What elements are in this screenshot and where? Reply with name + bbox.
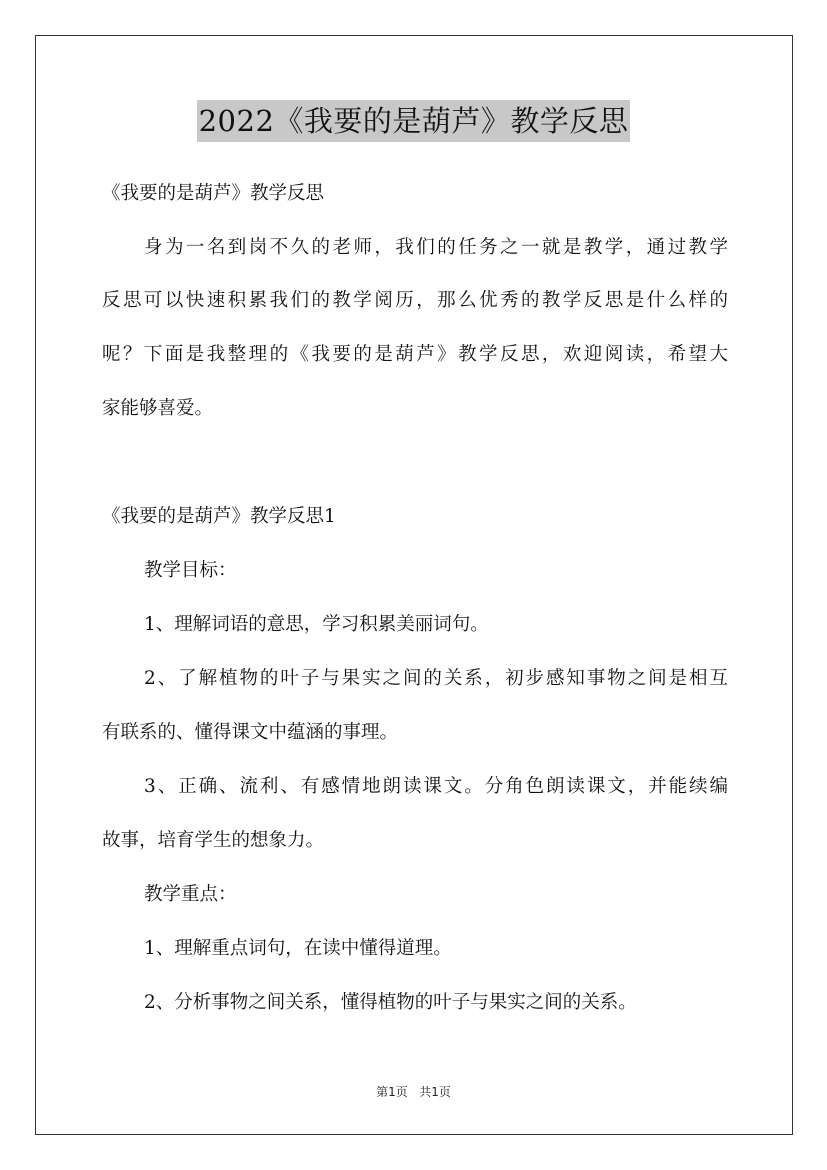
subtitle: 《我要的是葫芦》教学反思 [102, 183, 325, 204]
document-title: 2022《我要的是葫芦》教学反思 [197, 100, 631, 142]
intro-line-3: 呢？下面是我整理的《我要的是葫芦》教学反思，欢迎阅读，希望大 [102, 344, 728, 365]
goals-label: 教学目标： [144, 560, 237, 581]
intro-line-4: 家能够喜爱。 [102, 398, 214, 419]
focus-2: 2、分析事物之间关系，懂得植物的叶子与果实之间的关系。 [144, 992, 637, 1013]
page-footer [0, 1083, 827, 1100]
section-heading: 《我要的是葫芦》教学反思1 [102, 506, 336, 527]
page-number: 第1页 [376, 1085, 408, 1099]
goal-1: 1、理解词语的意思，学习积累美丽词句。 [144, 614, 489, 635]
goal-2-line-1: 2、了解植物的叶子与果实之间的关系，初步感知事物之间是相互 [144, 668, 728, 689]
title-container [0, 100, 827, 142]
focus-label: 教学重点： [144, 884, 237, 905]
intro-line-1: 身为一名到岗不久的老师，我们的任务之一就是教学，通过教学 [144, 237, 728, 258]
page-total: 共1页 [419, 1085, 451, 1099]
goal-2-line-2: 有联系的、懂得课文中蕴涵的事理。 [102, 722, 399, 743]
goal-3-line-1: 3、正确、流利、有感情地朗读课文。分角色朗读课文，并能续编 [144, 776, 728, 797]
goal-3-line-2: 故事，培育学生的想象力。 [102, 830, 325, 851]
focus-1: 1、理解重点词句，在读中懂得道理。 [144, 938, 452, 959]
intro-line-2: 反思可以快速积累我们的教学阅历，那么优秀的教学反思是什么样的 [102, 290, 728, 311]
